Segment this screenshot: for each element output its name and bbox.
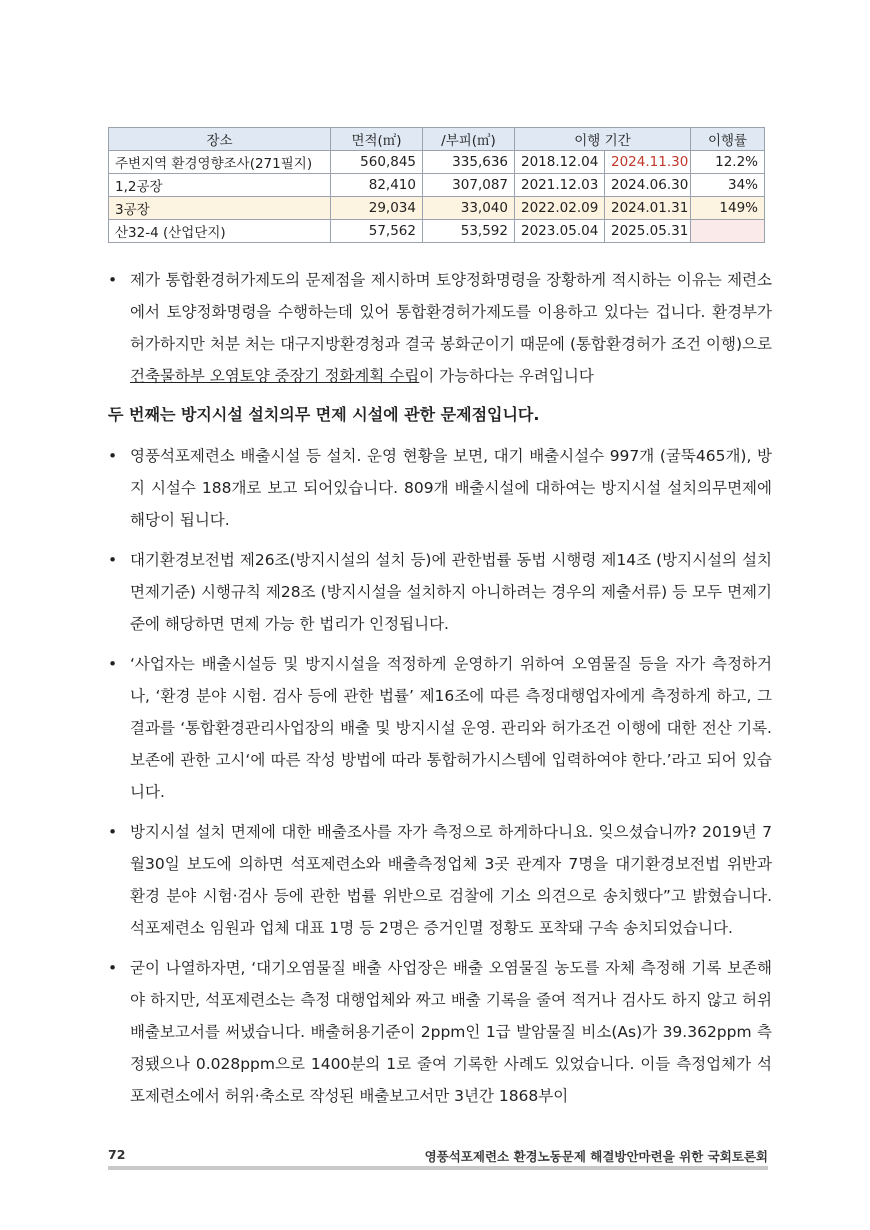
header-rate: 이행률 [691,128,765,151]
para1-text-before: 제가 통합환경허가제도의 문제점을 제시하며 토양정화명령을 장황하게 적시하는 이유는 제련소에서 토양정화명령을 수행하는데 있어 통합환경허가제도를 이용하고 있다는 겁니다. 환경부가 허가하지만 처분 처는 대구지방환경청과 결국 봉화군이기 때문에 (통합환경허가 조건 이행)으로 [130,271,772,353]
cell-start: 2021.12.03 [515,174,605,197]
bullet-item [108,544,772,640]
bullet-icon: • [108,823,118,841]
bullet-icon: • [108,551,118,569]
remediation-table [108,127,765,243]
bullet-text: ‘사업자는 배출시설등 및 방지시설을 적정하게 운영하기 위하여 오염물질 등을 자가 측정하거나, ‘환경 분야 시험. 검사 등에 관한 법률’ 제16조에 따른 측정대행업자에게 측정하게 하고, 그 결과를 ‘통합환경관리사업장의 배출 및 방지시설 운영. 관리와 허가조건 이행에 대한 전산 기록. 보존에 관한 고시‘에 따른 작성 방법에 따라 통합허가시스템에 입력하여야 한다.’라고 되어 있습니다. [130,655,772,801]
para1-underlined-text: 건축물하부 오염토양 중장기 정화계획 수립 [130,367,420,385]
cell-end: 2024.01.31 [605,197,691,220]
cell-start: 2018.12.04 [515,151,605,174]
cell-volume: 33,040 [423,197,515,220]
cell-place: 3공장 [109,197,331,220]
bullet-text: 방지시설 설치 면제에 대한 배출조사를 자가 측정으로 하게하다니요. 잊으셨습니까? 2019년 7월30일 보도에 의하면 석포제련소와 배출측정업체 3곳 관계자 7명을 대기환경보전법 위반과 환경 분야 시험·검사 등에 관한 법률 위반으로 검찰에 기소 의견으로 송치했다”고 밝혔습니다. 석포제련소 임원과 업체 대표 1명 등 2명은 증거인멸 정황도 포착돼 구속 송치되었습니다. [130,823,772,937]
paragraph-remediation-concern [108,264,772,392]
header-period: 이행 기간 [515,128,691,151]
bullet-text: 대기환경보전법 제26조(방지시설의 설치 등)에 관한법률 동법 시행령 제14조 (방지시설의 설치 면제기준) 시행규칙 제28조 (방지시설을 설치하지 아니하려는 경우의 제출서류) 등 모두 면제기준에 해당하면 면제 가능 한 법리가 인정됩니다. [130,551,772,633]
header-place: 장소 [109,128,331,151]
header-volume: /부피(㎥) [423,128,515,151]
table-row [109,197,765,220]
bullet-icon: • [108,271,118,289]
bullet-icon: • [108,959,118,977]
table-header-row [109,128,765,151]
bullet-text: 영풍석포제련소 배출시설 등 설치. 운영 현황을 보면, 대기 배출시설수 997개 (굴뚝465개), 방지 시설수 188개로 보고 되어있습니다. 809개 배출시설에 대하여는 방지시설 설치의무면제에 해당이 됩니다. [130,447,772,529]
bullet-item [108,648,772,808]
table-row [109,151,765,174]
bullet-text: 굳이 나열하자면, ‘대기오염물질 배출 사업장은 배출 오염물질 농도를 자체 측정해 기록 보존해야 하지만, 석포제련소는 측정 대행업체와 짜고 배출 기록을 줄여 적거나 검사도 하지 않고 허위 배출보고서를 써냈습니다. 배출허용기준이 2ppm인 1급 발암물질 비소(As)가 39.362ppm 측정됐으나 0.028ppm으로 1400분의 1로 줄여 기록한 사례도 있었습니다. 이들 측정업체가 석포제련소에서 허위·축소로 작성된 배출보고서만 3년간 1868부이 [130,959,772,1105]
bullet-item [108,440,772,536]
cell-area: 29,034 [331,197,423,220]
cell-rate: 149% [691,197,765,220]
cell-start: 2022.02.09 [515,197,605,220]
cell-volume: 307,087 [423,174,515,197]
cell-volume: 335,636 [423,151,515,174]
table-row [109,174,765,197]
cell-rate [691,220,765,243]
cell-end: 2024.11.30 [605,151,691,174]
cell-area: 560,845 [331,151,423,174]
header-area: 면적(㎡) [331,128,423,151]
bullet-item [108,816,772,944]
cell-volume: 53,592 [423,220,515,243]
page-footer [108,1147,768,1167]
section-heading: 두 번째는 방지시설 설치의무 면제 시설에 관한 문제점입니다. [108,405,540,424]
cell-rate: 34% [691,174,765,197]
cell-rate: 12.2% [691,151,765,174]
cell-area: 82,410 [331,174,423,197]
cell-place: 주변지역 환경영향조사(271필지) [109,151,331,174]
cell-start: 2023.05.04 [515,220,605,243]
cell-place: 1,2공장 [109,174,331,197]
cell-end: 2025.05.31 [605,220,691,243]
bullet-icon: • [108,655,118,673]
para1-text-after: 이 가능하다는 우려입니다 [419,367,594,385]
cell-area: 57,562 [331,220,423,243]
cell-place: 산32-4 (산업단지) [109,220,331,243]
footer-title: 영풍석포제련소 환경노동문제 해결방안마련을 위한 국회토론회 [424,1149,768,1164]
page-number: 72 [108,1147,126,1162]
body-text [108,264,772,1120]
table-row [109,220,765,243]
footer-divider [108,1166,768,1170]
bullet-item [108,952,772,1112]
bullet-icon: • [108,447,118,465]
cell-end: 2024.06.30 [605,174,691,197]
